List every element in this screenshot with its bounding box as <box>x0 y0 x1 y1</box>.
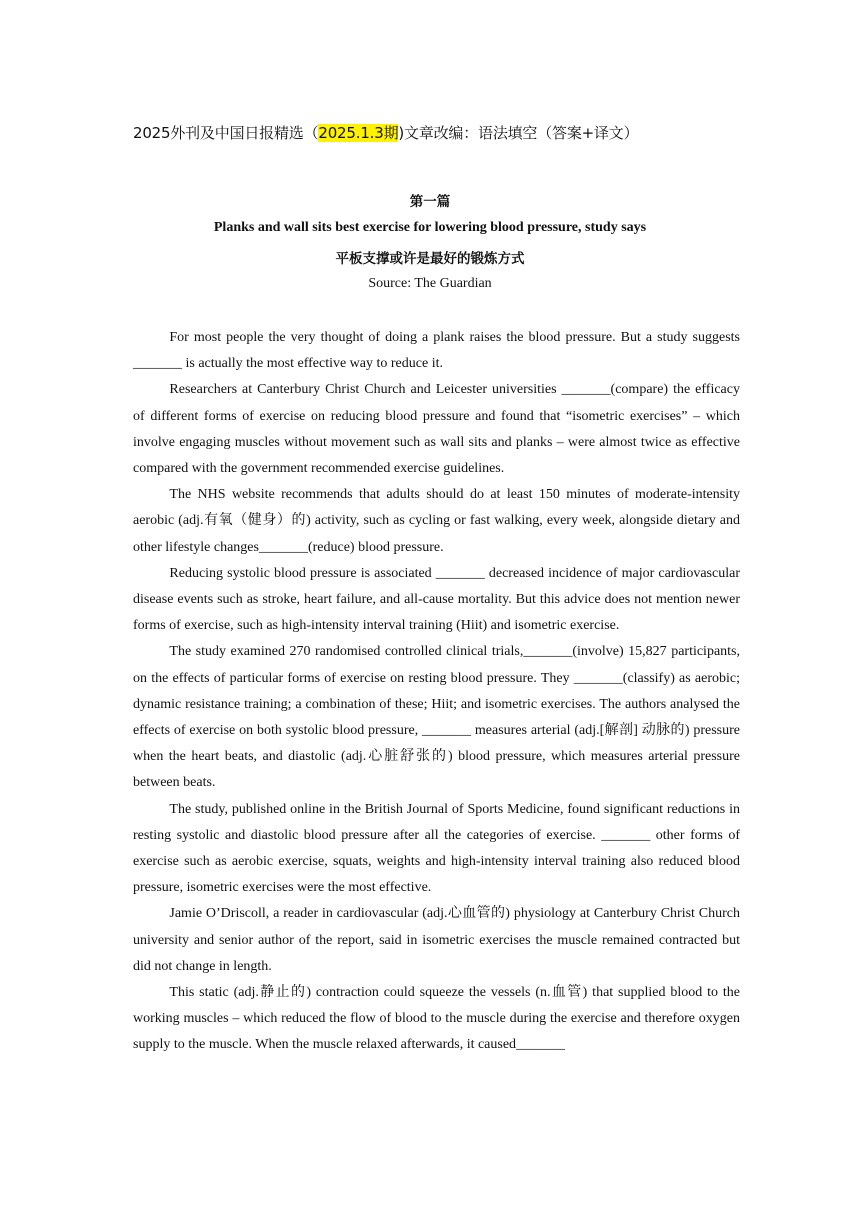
title-prefix: 2025外刊及中国日报精选（ <box>133 124 319 142</box>
article-source: Source: The Guardian <box>368 276 492 291</box>
paragraph: Researchers at Canterbury Christ Church and Leicester universities _______(compare) the efficacy of different forms of exercise on reducing blood pressure and found that “isometric exercises” – which involve engaging muscles without movement such as wall sits and planks – were almost twice as effective compared with the government recommended exercise guidelines. <box>133 382 740 477</box>
article-title: Planks and wall sits best exercise for lowering blood pressure, study says <box>213 220 647 235</box>
paragraph: The NHS website recommends that adults should do at least 150 minutes of moderate-intensity aerobic (adj.有氧（健身）的) activity, such as cycling or fast walking, every week, alongside dietary and other lifestyle changes_______(reduce) blood pressure. <box>133 487 740 555</box>
title-issue-highlight: 2025.1.3期 <box>318 124 399 142</box>
section-label: 第一篇 <box>409 194 451 210</box>
article-title-chinese: 平板支撑或许是最好的锻炼方式 <box>335 251 525 267</box>
paragraph: The study, published online in the British Journal of Sports Medicine, found significant reductions in resting systolic and diastolic blood pressure after all the categories of exercise. _______ other forms of exercise such as aerobic exercise, squats, weights and high-intensity interval training also reduced blood pressure, isometric exercises were the most effective. <box>133 801 740 896</box>
article-body <box>133 325 740 1059</box>
title-suffix: )文章改编：语法填空（答案+译文） <box>398 124 639 142</box>
paragraph: Reducing systolic blood pressure is associated _______ decreased incidence of major cardiovascular disease events such as stroke, heart failure, and all-cause mortality. But this advice does not mention newer forms of exercise, such as high-intensity interval training (Hiit) and isometric exercise. <box>133 565 740 634</box>
paragraph: This static (adj.静止的) contraction could squeeze the vessels (n.血管) that supplied blood to the working muscles – which reduced the flow of blood to the muscle during the exercise and therefore oxygen supply to the muscle. When the muscle relaxed afterwards, it caused_______ <box>133 985 740 1053</box>
paragraph: Jamie O’Driscoll, a reader in cardiovascular (adj.心血管的) physiology at Canterbury Christ Church university and senior author of the report, said in isometric exercises the muscle remained contracted but did not change in length. <box>133 906 740 974</box>
paragraph: For most people the very thought of doing a plank raises the blood pressure. But a study suggests _______ is actually the most effective way to reduce it. <box>133 330 740 372</box>
document-title <box>133 122 773 144</box>
paragraph: The study examined 270 randomised controlled clinical trials,_______(involve) 15,827 participants, on the effects of particular forms of exercise on resting blood pressure. They _______(classify) as aerobic; dynamic resistance training; a combination of these; Hiit; and isometric exercises. The authors analysed the effects of exercise on both systolic blood pressure, _______ measures arterial (adj.[解剖] 动脉的) pressure when the heart beats, and diastolic (adj.心脏舒张的) blood pressure, which measures arterial pressure between beats. <box>133 644 740 791</box>
